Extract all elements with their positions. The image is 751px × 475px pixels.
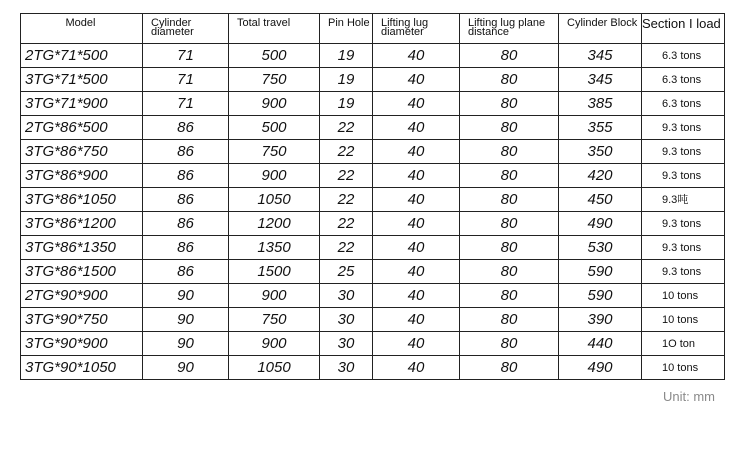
table-cell: 19 (320, 44, 373, 68)
table-row (21, 356, 725, 380)
spec-table-container (20, 13, 724, 380)
table-row (21, 332, 725, 356)
table-cell: 355 (559, 116, 642, 140)
table-cell: 80 (460, 308, 559, 332)
table-cell: 40 (373, 308, 460, 332)
table-cell: 40 (373, 332, 460, 356)
table-cell: 590 (559, 284, 642, 308)
table-cell: 3TG*71*500 (21, 68, 143, 92)
table-cell: 9.3 tons (642, 116, 725, 140)
table-row (21, 236, 725, 260)
table-cell: 1500 (229, 260, 320, 284)
table-row (21, 140, 725, 164)
table-cell: 9.3 tons (642, 140, 725, 164)
table-cell: 10 tons (642, 356, 725, 380)
table-row (21, 116, 725, 140)
unit-note: Unit: mm (663, 389, 715, 404)
table-cell: 25 (320, 260, 373, 284)
table-cell: 40 (373, 68, 460, 92)
table-cell: 90 (143, 356, 229, 380)
table-cell: 22 (320, 140, 373, 164)
table-body (21, 44, 725, 380)
table-cell: 80 (460, 140, 559, 164)
table-cell: 22 (320, 164, 373, 188)
table-cell: 500 (229, 116, 320, 140)
column-header: Cylinder diameter (143, 14, 229, 44)
table-cell: 86 (143, 212, 229, 236)
table-cell: 3TG*90*1050 (21, 356, 143, 380)
table-cell: 40 (373, 356, 460, 380)
table-cell: 900 (229, 92, 320, 116)
table-cell: 86 (143, 236, 229, 260)
table-cell: 900 (229, 332, 320, 356)
table-cell: 22 (320, 236, 373, 260)
table-cell: 2TG*90*900 (21, 284, 143, 308)
table-cell: 900 (229, 284, 320, 308)
table-cell: 9.3 tons (642, 236, 725, 260)
column-header: Section I load (642, 14, 725, 44)
table-cell: 30 (320, 356, 373, 380)
table-cell: 40 (373, 188, 460, 212)
table-cell: 80 (460, 68, 559, 92)
table-row (21, 92, 725, 116)
table-cell: 390 (559, 308, 642, 332)
table-cell: 80 (460, 164, 559, 188)
table-cell: 3TG*86*1500 (21, 260, 143, 284)
column-header: Total travel (229, 14, 320, 44)
column-header: Pin Hole (320, 14, 373, 44)
table-cell: 90 (143, 308, 229, 332)
table-cell: 86 (143, 116, 229, 140)
table-cell: 19 (320, 68, 373, 92)
table-row (21, 188, 725, 212)
table-cell: 40 (373, 44, 460, 68)
table-cell: 30 (320, 284, 373, 308)
table-cell: 750 (229, 140, 320, 164)
table-cell: 6.3 tons (642, 68, 725, 92)
table-cell: 3TG*90*750 (21, 308, 143, 332)
table-cell: 750 (229, 308, 320, 332)
table-cell: 40 (373, 260, 460, 284)
table-cell: 3TG*86*1200 (21, 212, 143, 236)
table-cell: 385 (559, 92, 642, 116)
table-row (21, 284, 725, 308)
table-cell: 90 (143, 332, 229, 356)
table-cell: 86 (143, 164, 229, 188)
column-header: Model (21, 14, 143, 44)
table-cell: 350 (559, 140, 642, 164)
table-cell: 450 (559, 188, 642, 212)
table-cell: 80 (460, 284, 559, 308)
column-header: Lifting lug plane distance (460, 14, 559, 44)
table-cell: 86 (143, 188, 229, 212)
table-cell: 3TG*90*900 (21, 332, 143, 356)
table-cell: 3TG*86*1050 (21, 188, 143, 212)
table-cell: 490 (559, 212, 642, 236)
table-cell: 19 (320, 92, 373, 116)
table-cell: 9.3吨 (642, 188, 725, 212)
table-cell: 30 (320, 332, 373, 356)
table-cell: 1050 (229, 356, 320, 380)
column-header: Cylinder Block (559, 14, 642, 44)
table-cell: 40 (373, 92, 460, 116)
table-cell: 80 (460, 332, 559, 356)
table-cell: 80 (460, 260, 559, 284)
table-cell: 500 (229, 44, 320, 68)
table-cell: 490 (559, 356, 642, 380)
table-header-row (21, 14, 725, 44)
table-cell: 10 tons (642, 284, 725, 308)
table-cell: 40 (373, 140, 460, 164)
table-cell: 80 (460, 356, 559, 380)
table-cell: 1050 (229, 188, 320, 212)
table-cell: 345 (559, 68, 642, 92)
table-cell: 6.3 tons (642, 92, 725, 116)
table-cell: 590 (559, 260, 642, 284)
table-cell: 10 tons (642, 308, 725, 332)
table-cell: 3TG*86*750 (21, 140, 143, 164)
table-cell: 440 (559, 332, 642, 356)
table-cell: 71 (143, 68, 229, 92)
table-cell: 80 (460, 44, 559, 68)
table-cell: 6.3 tons (642, 44, 725, 68)
table-cell: 22 (320, 212, 373, 236)
table-cell: 22 (320, 116, 373, 140)
table-cell: 2TG*86*500 (21, 116, 143, 140)
table-cell: 80 (460, 92, 559, 116)
table-row (21, 164, 725, 188)
table-cell: 9.3 tons (642, 212, 725, 236)
table-cell: 2TG*71*500 (21, 44, 143, 68)
spec-table (20, 13, 725, 380)
column-header: Lifting lug diameter (373, 14, 460, 44)
table-row (21, 308, 725, 332)
table-cell: 1O ton (642, 332, 725, 356)
table-cell: 750 (229, 68, 320, 92)
table-row (21, 212, 725, 236)
table-cell: 530 (559, 236, 642, 260)
table-cell: 40 (373, 212, 460, 236)
table-cell: 80 (460, 212, 559, 236)
table-cell: 900 (229, 164, 320, 188)
table-cell: 3TG*86*1350 (21, 236, 143, 260)
table-cell: 40 (373, 236, 460, 260)
table-cell: 30 (320, 308, 373, 332)
table-cell: 420 (559, 164, 642, 188)
table-cell: 1200 (229, 212, 320, 236)
table-cell: 80 (460, 188, 559, 212)
table-cell: 40 (373, 164, 460, 188)
table-cell: 80 (460, 236, 559, 260)
table-cell: 3TG*71*900 (21, 92, 143, 116)
table-cell: 345 (559, 44, 642, 68)
table-cell: 90 (143, 284, 229, 308)
table-cell: 71 (143, 44, 229, 68)
table-cell: 22 (320, 188, 373, 212)
table-row (21, 44, 725, 68)
table-cell: 80 (460, 116, 559, 140)
table-cell: 86 (143, 140, 229, 164)
table-cell: 40 (373, 284, 460, 308)
table-cell: 71 (143, 92, 229, 116)
table-row (21, 68, 725, 92)
table-cell: 1350 (229, 236, 320, 260)
table-cell: 9.3 tons (642, 260, 725, 284)
table-cell: 9.3 tons (642, 164, 725, 188)
table-cell: 40 (373, 116, 460, 140)
table-cell: 86 (143, 260, 229, 284)
table-row (21, 260, 725, 284)
table-cell: 3TG*86*900 (21, 164, 143, 188)
